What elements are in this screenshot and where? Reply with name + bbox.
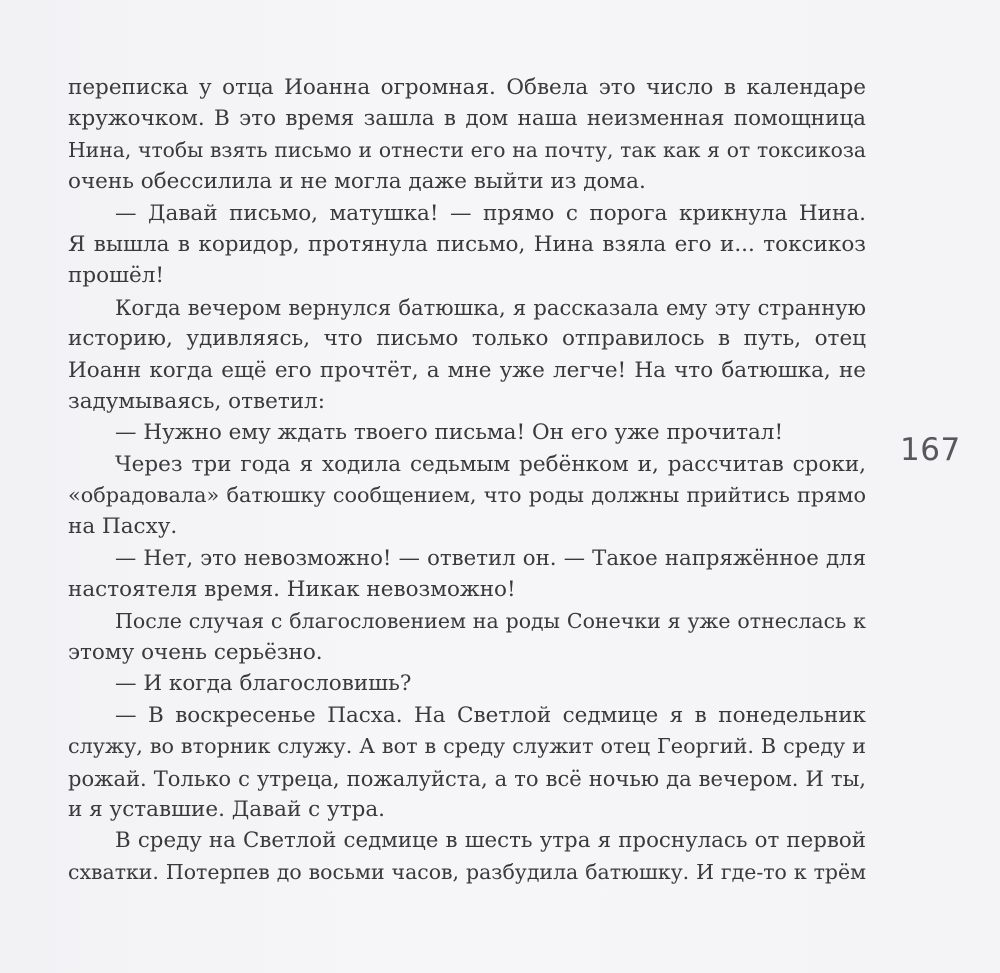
text-line: В среду на Светлой седмице в шесть утра я проснулась от первой [115, 828, 866, 854]
text-line: кружочком. В это время зашла в дом наша неизменная помощница [68, 106, 866, 132]
text-line: служу, во вторник служу. А вот в среду служит отец Георгий. В среду и [68, 734, 866, 759]
text-line: рожай. Только с утреца, пожалуйста, а то всё ночью да вечером. И ты, [68, 765, 866, 791]
text-line: Через три года я ходила седьмым ребёнком и, рассчитав сроки, [115, 451, 866, 477]
text-line: Нина, чтобы взять письмо и отнести его на почту, так как я от токсикоза [68, 137, 866, 162]
text-line: схватки. Потерпев до восьми часов, разбудила батюшку. И где-то к трём [68, 859, 866, 884]
page-number: 167 [900, 432, 961, 468]
text-line: «обрадовала» батюшку сообщением, что роды должны прийтись прямо [68, 483, 866, 508]
text-line: После случая с благословением на роды Сонечки я уже отнеслась к [115, 608, 866, 633]
text-line: переписка у отца Иоанна огромная. Обвела это число в календаре [68, 75, 866, 100]
text-line: историю, удивляясь, что письмо только отправилось в путь, отец [68, 326, 866, 352]
body-text [68, 72, 866, 888]
text-line: — Давай письмо, матушка! — прямо с порога крикнула Нина. [115, 200, 866, 226]
text-line: на Пасху. [68, 514, 178, 540]
text-line: задумываясь, ответил: [68, 388, 325, 414]
text-line: — Нет, это невозможно! — ответил он. — Такое напряжённое для [115, 545, 866, 571]
text-line: Когда вечером вернулся батюшка, я рассказала ему эту странную [115, 294, 866, 320]
text-line: Я вышла в коридор, протянула письмо, Нина взяла его и... токсикоз [68, 231, 866, 257]
text-line: — И когда благословишь? [115, 671, 412, 697]
text-line: Иоанн когда ещё его прочтёт, а мне уже легче! На что батюшка, не [68, 357, 866, 383]
text-line: и я уставшие. Давай с утра. [68, 796, 385, 822]
text-line: — Нужно ему ждать твоего письма! Он его уже прочитал! [115, 420, 784, 446]
text-line: этому очень серьёзно. [68, 640, 323, 666]
text-line: прошёл! [68, 263, 165, 289]
text-line: настоятеля время. Никак невозможно! [68, 577, 516, 603]
text-line: очень обессилила и не могла даже выйти из дома. [68, 169, 646, 195]
text-line: — В воскресенье Пасха. На Светлой седмице я в понедельник [115, 702, 866, 728]
